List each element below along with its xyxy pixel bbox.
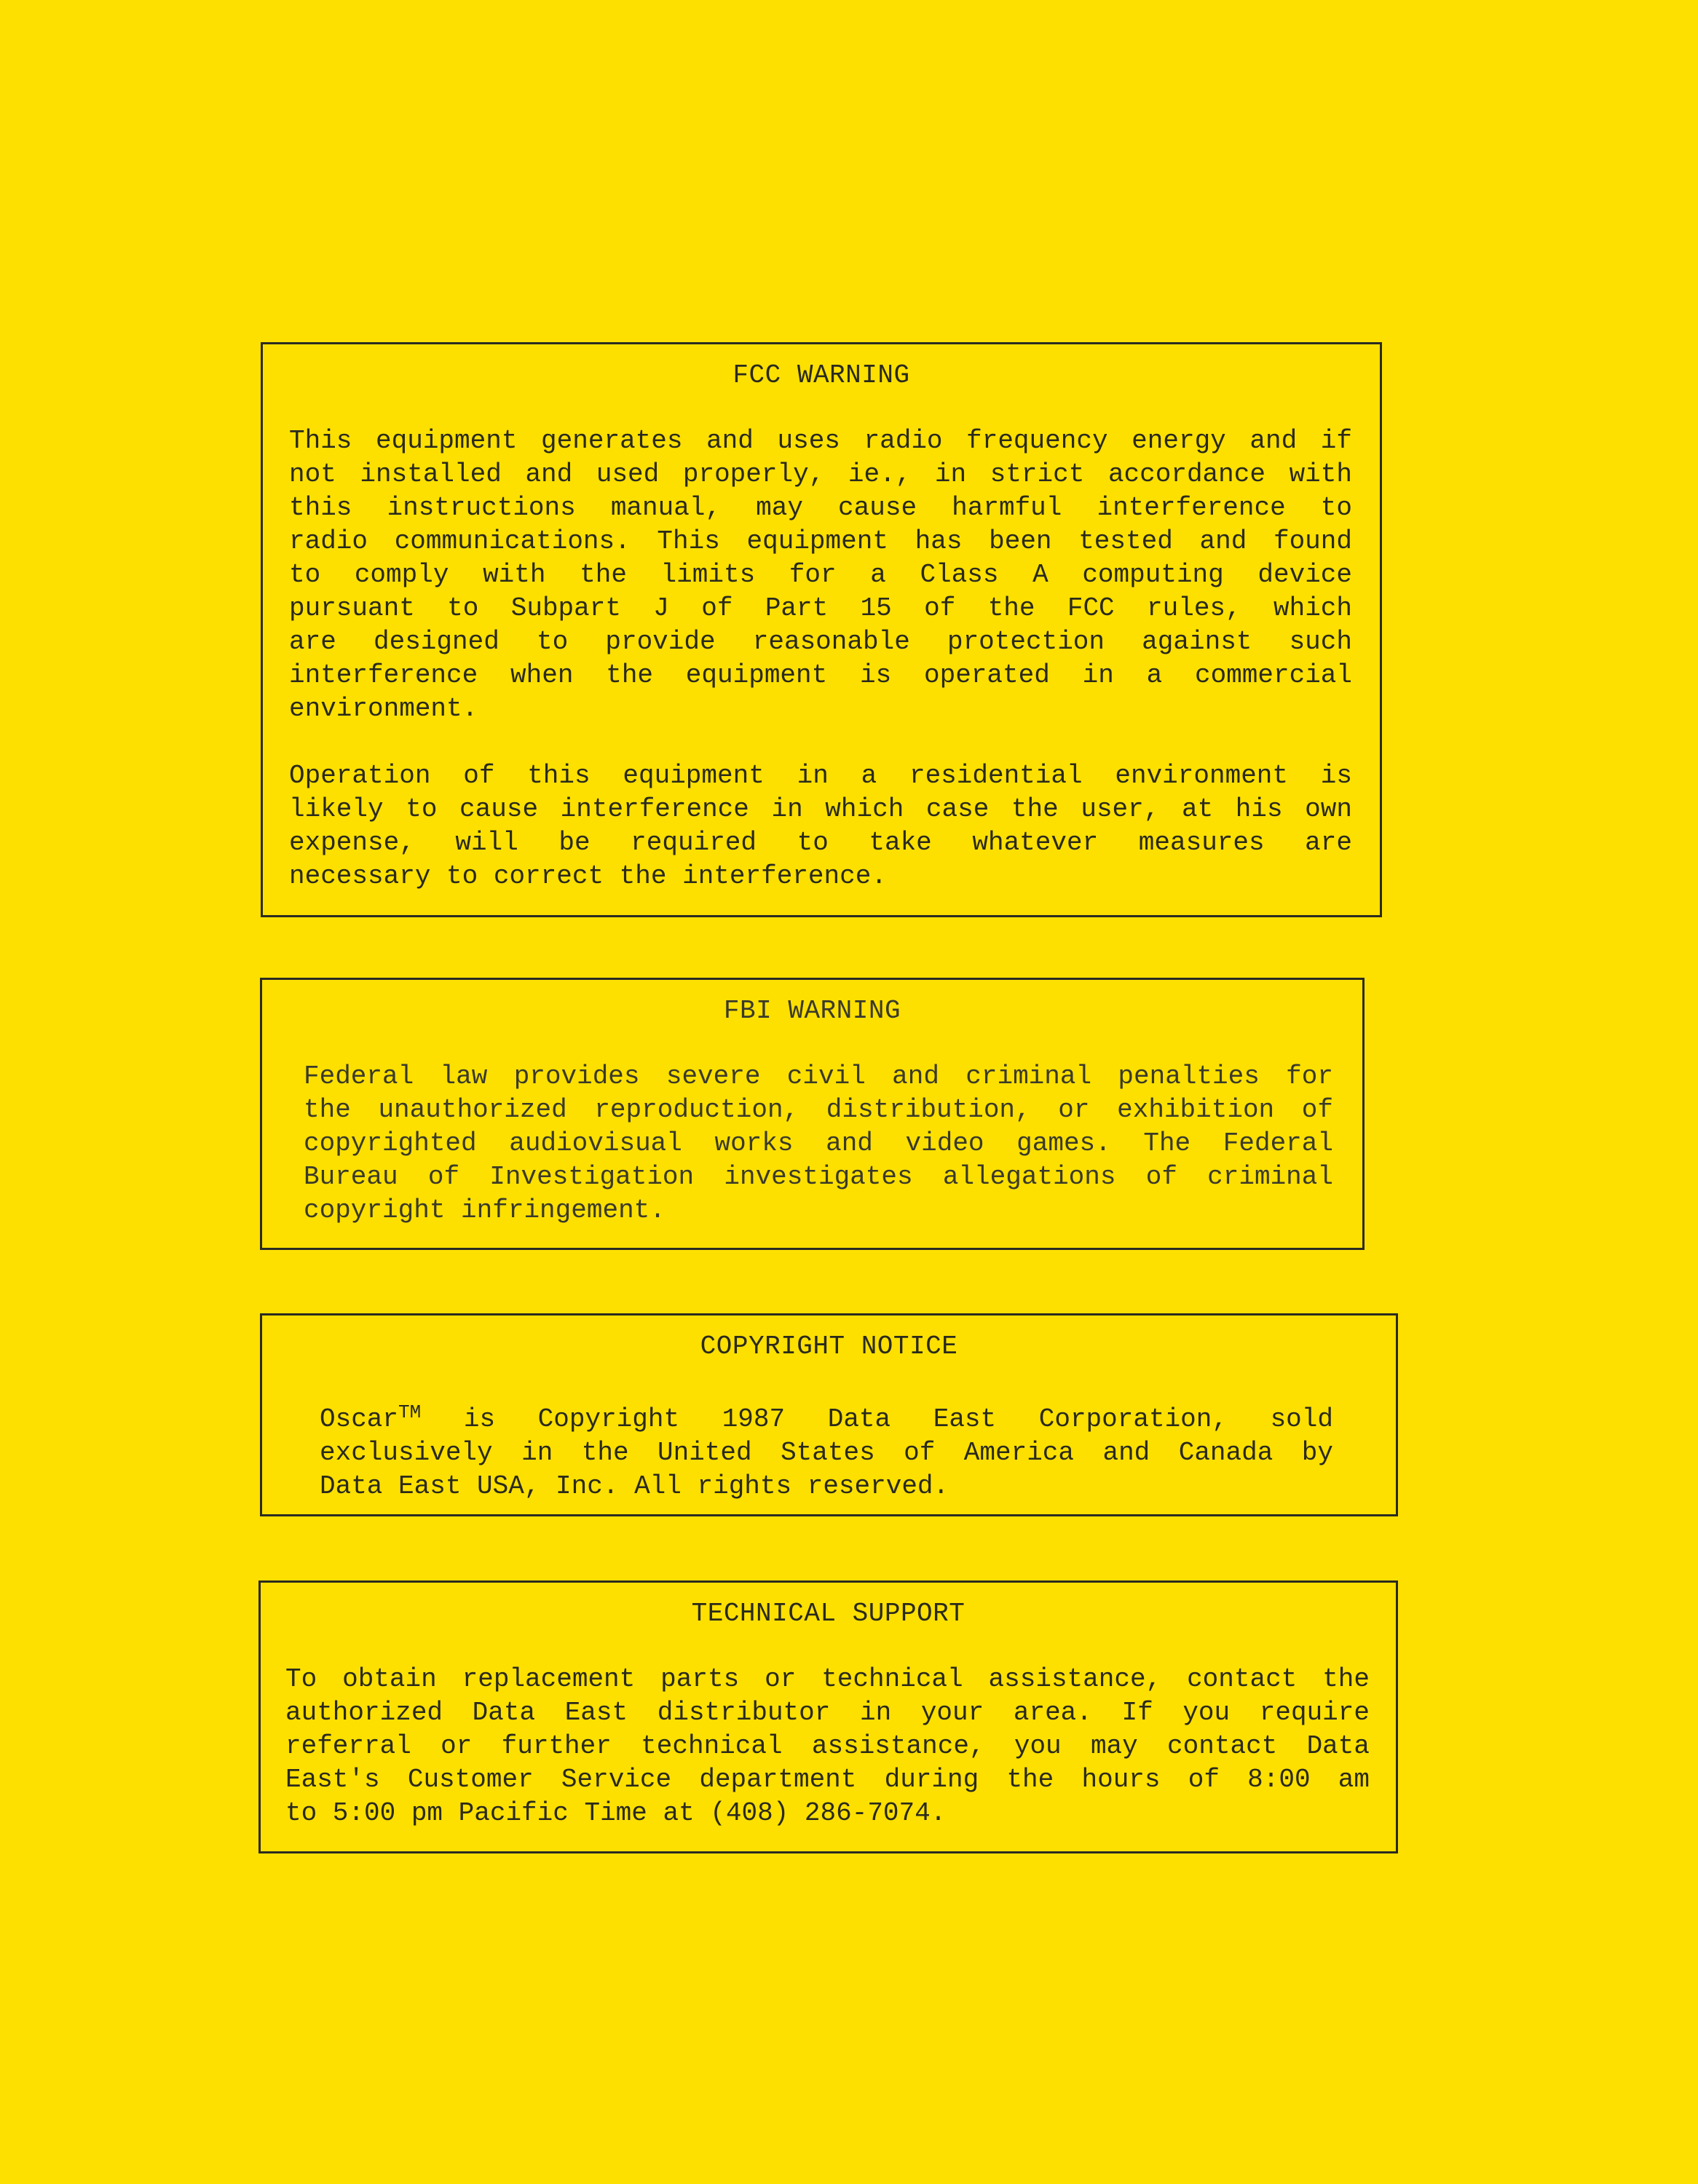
text-line: Operation of this equipment in a residential environment is <box>289 761 1352 791</box>
fcc-warning-text <box>263 424 1380 893</box>
text-line: radio communications. This equipment has been tested and found <box>289 526 1352 556</box>
text-line: copyright infringement. <box>304 1195 666 1225</box>
fbi-warning-box <box>260 978 1365 1250</box>
technical-support-title: TECHNICAL SUPPORT <box>691 1599 966 1629</box>
text-line: not installed and used properly, ie., in strict accordance with <box>289 459 1352 489</box>
text-line: exclusively in the United States of America and Canada by <box>320 1438 1333 1468</box>
text-line: Federal law provides severe civil and criminal penalties for <box>304 1061 1333 1091</box>
text-line: are designed to provide reasonable protection against such <box>289 627 1352 657</box>
text-line: likely to cause interference in which case the user, at his own <box>289 794 1352 824</box>
fbi-warning-title: FBI WARNING <box>723 996 901 1026</box>
text-line: copyrighted audiovisual works and video games. The Federal <box>304 1128 1333 1158</box>
copyright-notice-title: COPYRIGHT NOTICE <box>700 1332 958 1361</box>
copyright-notice-box <box>260 1313 1398 1516</box>
text-line: East's Customer Service department during the hours of 8:00 am <box>285 1765 1370 1795</box>
text-line: environment. <box>289 694 478 724</box>
fbi-warning-text <box>262 1060 1362 1227</box>
fcc-warning-box <box>261 342 1382 917</box>
text-line: Data East USA, Inc. All rights reserved. <box>320 1471 949 1501</box>
text-line: interference when the equipment is operated in a commercial <box>289 660 1352 690</box>
text-line: To obtain replacement parts or technical assistance, contact the <box>285 1664 1370 1694</box>
text-line: the unauthorized reproduction, distribution, or exhibition of <box>304 1095 1333 1125</box>
product-name: Oscar <box>320 1404 399 1434</box>
copyright-line-rest: is Copyright 1987 Data East Corporation, sold <box>463 1404 1333 1434</box>
text-line: to comply with the limits for a Class A computing device <box>289 560 1352 590</box>
text-line: this instructions manual, may cause harmful interference to <box>289 493 1352 523</box>
text-line: authorized Data East distributor in your area. If you require <box>285 1698 1370 1728</box>
text-line: This equipment generates and uses radio frequency energy and if <box>289 426 1352 456</box>
text-line: referral or further technical assistance, you may contact Data <box>285 1731 1370 1761</box>
text-line: necessary to correct the interference. <box>289 861 887 891</box>
paragraph-gap <box>289 726 1352 759</box>
text-line: pursuant to Subpart J of Part 15 of the FCC rules, which <box>289 593 1352 623</box>
technical-support-text <box>261 1663 1396 1830</box>
technical-support-box <box>258 1580 1398 1853</box>
fcc-warning-title: FCC WARNING <box>732 360 910 390</box>
text-line <box>320 1396 1333 1436</box>
copyright-notice-text <box>262 1396 1396 1503</box>
text-line: Bureau of Investigation investigates allegations of criminal <box>304 1162 1333 1192</box>
text-line: expense, will be required to take whatever measures are <box>289 828 1352 858</box>
trademark-symbol: TM <box>398 1401 422 1423</box>
text-line: to 5:00 pm Pacific Time at (408) 286-7074. <box>285 1798 947 1828</box>
